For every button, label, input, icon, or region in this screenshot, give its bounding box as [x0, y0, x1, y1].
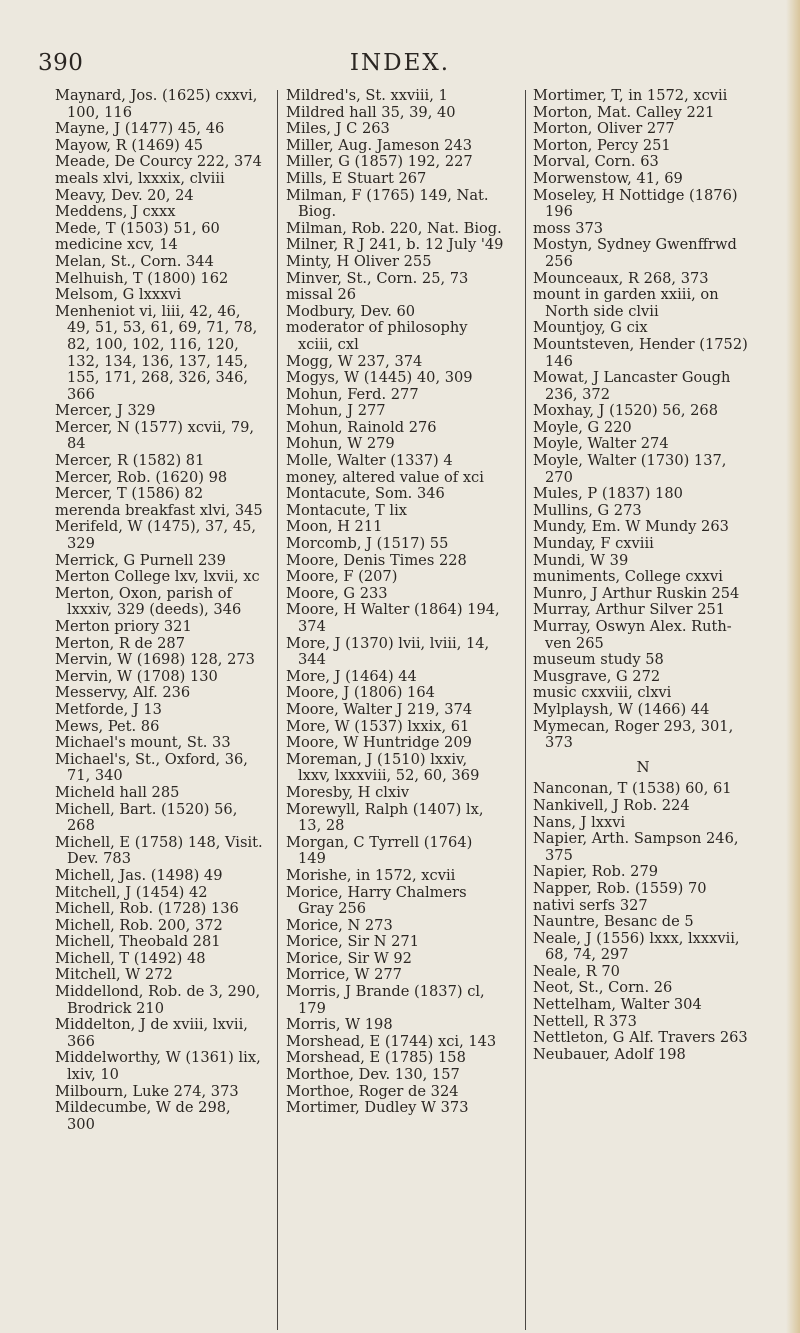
- index-entry: Mayne, J (1477) 45, 46: [55, 120, 225, 138]
- index-entry: Modbury, Dev. 60: [286, 302, 416, 320]
- index-entry: Mortimer, T, in 1572, xcvii: [533, 87, 728, 104]
- index-entry: Morcomb, J (1517) 55: [286, 535, 449, 553]
- index-entry: Morthoe, Roger de 324: [286, 1082, 459, 1100]
- index-entry: Morice, Sir N 271: [286, 933, 420, 951]
- index-entry: Mitchell, W 272: [55, 966, 173, 984]
- index-entry: Miles, J C 263: [286, 120, 390, 138]
- index-entry: Mervin, W (1708) 130: [55, 667, 218, 685]
- index-entry: Miller, G (1857) 192, 227: [286, 153, 473, 171]
- index-entry: Murray, Oswyn Alex. Ruth-ven 265: [533, 618, 732, 652]
- index-entry: More, W (1537) lxxix, 61: [286, 717, 470, 735]
- index-column-3: [533, 88, 753, 1063]
- index-entry: Munro, J Arthur Ruskin 254: [533, 584, 740, 602]
- index-entry: Moyle, Walter (1730) 137, 270: [533, 452, 727, 486]
- page-title: INDEX.: [349, 50, 451, 76]
- index-entry: Mostyn, Sydney Gwenffrwd 256: [533, 236, 737, 270]
- index-entry: medicine xcv, 14: [55, 236, 178, 254]
- index-entry: Morice, N 273: [286, 916, 393, 934]
- index-entry: More, J (1464) 44: [286, 667, 417, 685]
- index-entry: Milman, Rob. 220, Nat. Biog.: [286, 219, 502, 237]
- index-entry: museum study 58: [533, 651, 664, 669]
- index-entry: Mortimer, Dudley W 373: [286, 1099, 469, 1117]
- index-column-1: [55, 88, 263, 1133]
- index-entry: Napier, Rob. 279: [533, 863, 659, 881]
- index-entry: Napper, Rob. (1559) 70: [533, 879, 707, 897]
- index-entry: Mercer, R (1582) 81: [55, 452, 205, 470]
- index-entry: moss 373: [533, 219, 604, 237]
- index-entry: Melhuish, T (1800) 162: [55, 269, 229, 287]
- index-entry: Mills, E Stuart 267: [286, 169, 427, 187]
- index-entry: Mohun, Rainold 276: [286, 418, 437, 436]
- index-entry: Mohun, W 279: [286, 435, 395, 453]
- index-entry: music cxxviii, clxvi: [533, 684, 672, 702]
- index-entry: Merton College lxv, lxvii, xc: [55, 568, 260, 586]
- index-entry: Moresby, H clxiv: [286, 783, 410, 801]
- column-divider: [277, 90, 278, 1330]
- index-entry: Moore, G 233: [286, 584, 388, 602]
- index-entry: Moreman, J (1510) lxxiv, lxxv, lxxxviii, 52, 60, 369: [286, 750, 480, 785]
- index-entry: Morris, W 198: [286, 1016, 393, 1034]
- index-entry: Milbourn, Luke 274, 373: [55, 1082, 239, 1100]
- index-entry: Nettleton, G Alf. Travers 263: [533, 1029, 748, 1047]
- index-entry: Mervin, W (1698) 128, 273: [55, 651, 255, 669]
- index-entry: Micheld hall 285: [55, 783, 180, 801]
- index-entry: Mohun, J 277: [286, 402, 386, 420]
- index-entry: Morishe, in 1572, xcvii: [286, 866, 456, 884]
- index-entry: Merifeld, W (1475), 37, 45, 329: [55, 518, 257, 553]
- index-entry: Mullins, G 273: [533, 501, 642, 519]
- index-entry: mount in garden xxiii, on North side clvii: [533, 286, 719, 320]
- index-entry: Montacute, T lix: [286, 501, 407, 519]
- index-entry: Merrick, G Purnell 239: [55, 551, 226, 569]
- index-entry: Moore, J (1806) 164: [286, 684, 435, 702]
- index-entry: Napier, Arth. Sampson 246, 375: [533, 830, 739, 864]
- index-entry: Murray, Arthur Silver 251: [533, 601, 726, 619]
- index-entry: Mogg, W 237, 374: [286, 352, 423, 370]
- index-entry: Neale, R 70: [533, 962, 620, 980]
- index-entry: moderator of philosophy xciii, cxl: [286, 319, 468, 353]
- index-entry: Moxhay, J (1520) 56, 268: [533, 402, 719, 420]
- index-entry: Moyle, Walter 274: [533, 435, 669, 453]
- index-entry: Moore, W Huntridge 209: [286, 734, 472, 752]
- index-entry: Mews, Pet. 86: [55, 717, 160, 735]
- index-entry: nativi serfs 327: [533, 896, 648, 914]
- index-entry: Morton, Percy 251: [533, 136, 671, 154]
- index-entry: Moore, H Walter (1864) 194, 374: [286, 601, 500, 635]
- index-entry: Mildecumbe, W de 298, 300: [55, 1099, 231, 1133]
- index-entry: muniments, College cxxvi: [533, 568, 723, 586]
- index-entry: Neubauer, Adolf 198: [533, 1045, 686, 1063]
- index-entry: Nauntre, Besanc de 5: [533, 913, 694, 931]
- index-entry: Middelworthy, W (1361) lix, lxiv, 10: [55, 1049, 261, 1084]
- index-column-2: [286, 88, 504, 1117]
- index-entry: Moore, F (207): [286, 568, 398, 586]
- index-entry: Mildred's, St. xxviii, 1: [286, 87, 448, 104]
- index-entry: merenda breakfast xlvi, 345: [55, 501, 263, 519]
- index-entry: Michell, Jas. (1498) 49: [55, 866, 223, 884]
- index-entry: Neale, J (1556) lxxx, lxxxvii, 68, 74, 297: [533, 929, 740, 964]
- index-entry: Neot, St., Corn. 26: [533, 979, 673, 997]
- index-entry: Mymecan, Roger 293, 301, 373: [533, 717, 734, 752]
- index-entry: Mede, T (1503) 51, 60: [55, 219, 220, 237]
- index-entry: Mitchell, J (1454) 42: [55, 883, 208, 901]
- index-entry: Morshead, E (1785) 158: [286, 1049, 466, 1067]
- index-entry: Munday, F cxviii: [533, 535, 654, 553]
- index-entry: Nettelham, Walter 304: [533, 996, 702, 1014]
- index-entry: Montacute, Som. 346: [286, 485, 445, 503]
- index-entry: Mylplaysh, W (1466) 44: [533, 700, 710, 718]
- index-entry: Morice, Harry Chalmers Gray 256: [286, 883, 467, 918]
- index-entry: Moyle, G 220: [533, 418, 632, 436]
- index-entry: Mundi, W 39: [533, 551, 629, 569]
- index-entry: Michell, E (1758) 148, Visit. Dev. 783: [55, 833, 263, 868]
- index-entry: meals xlvi, lxxxix, clviii: [55, 169, 225, 187]
- page-number: 390: [38, 50, 84, 76]
- index-entry: Michell, Rob. 200, 372: [55, 916, 223, 934]
- index-entry: Musgrave, G 272: [533, 667, 661, 685]
- index-entry: money, altered value of xci: [286, 468, 484, 486]
- index-entry: Morshead, E (1744) xci, 143: [286, 1032, 497, 1050]
- index-entry: Mountjoy, G cix: [533, 319, 648, 337]
- index-entry: Nettell, R 373: [533, 1012, 637, 1030]
- index-entry: Mercer, J 329: [55, 402, 156, 420]
- index-entry: Melan, St., Corn. 344: [55, 252, 214, 270]
- index-entry: Mowat, J Lancaster Gough 236, 372: [533, 369, 731, 403]
- index-entry: Mercer, T (1586) 82: [55, 485, 204, 503]
- index-entry: Mildred hall 35, 39, 40: [286, 103, 456, 121]
- index-entry: Mounceaux, R 268, 373: [533, 269, 709, 287]
- index-entry: Minty, H Oliver 255: [286, 252, 432, 270]
- index-entry: Meade, De Courcy 222, 374: [55, 153, 262, 171]
- index-entry: Michell, Rob. (1728) 136: [55, 900, 239, 918]
- section-letter: N: [636, 757, 650, 776]
- index-entry: Meavy, Dev. 20, 24: [55, 186, 194, 204]
- index-entry: Morwenstow, 41, 69: [533, 169, 683, 187]
- index-entry: Moore, Denis Times 228: [286, 551, 467, 569]
- index-entry: Moon, H 211: [286, 518, 383, 536]
- index-entry: Morewyll, Ralph (1407) lx, 13, 28: [286, 800, 484, 835]
- index-entry: Morgan, C Tyrrell (1764) 149: [286, 833, 473, 868]
- index-entry: Mercer, Rob. (1620) 98: [55, 468, 228, 486]
- index-entry: Meddens, J cxxx: [55, 203, 176, 221]
- index-entry: Merton, Oxon, parish of lxxxiv, 329 (deeds), 346: [55, 584, 242, 619]
- index-entry: Moseley, H Nottidge (1876) 196: [533, 186, 738, 221]
- index-entry: Michael's mount, St. 33: [55, 734, 231, 752]
- index-entry: Morrice, W 277: [286, 966, 402, 984]
- index-entry: Morval, Corn. 63: [533, 153, 659, 171]
- index-entry: Merton priory 321: [55, 618, 192, 635]
- index-entry: Maynard, Jos. (1625) cxxvi, 100, 116: [55, 87, 258, 121]
- index-entry: Minver, St., Corn. 25, 73: [286, 269, 469, 287]
- index-entry: Miller, Aug. Jameson 243: [286, 136, 472, 154]
- index-entry: Morthoe, Dev. 130, 157: [286, 1066, 460, 1084]
- index-entry: Michell, Theobald 281: [55, 933, 221, 951]
- index-entry: Metforde, J 13: [55, 700, 162, 718]
- index-entry: Michell, T (1492) 48: [55, 949, 206, 967]
- page-edge-shading: [786, 0, 800, 1333]
- index-entry: Merton, R de 287: [55, 634, 185, 652]
- index-entry: Michell, Bart. (1520) 56, 268: [55, 800, 238, 835]
- index-entry: Melsom, G lxxxvi: [55, 286, 182, 304]
- index-entry: Menheniot vi, liii, 42, 46, 49, 51, 53, 61, 69, 71, 78, 82, 100, 102, 116, 120, 132, 134, 136, 137, 145, 155, 171, 268, 326, 346, 366: [55, 302, 258, 403]
- index-entry: Middelton, J de xviii, lxvii, 366: [55, 1016, 248, 1050]
- index-entry: Mountsteven, Hender (1752) 146: [533, 335, 748, 370]
- index-entry: missal 26: [286, 286, 357, 304]
- index-entry: Molle, Walter (1337) 4: [286, 452, 453, 470]
- index-entry: Nans, J lxxvi: [533, 813, 626, 831]
- index-entry: Middellond, Rob. de 3, 290, Brodrick 210: [55, 983, 261, 1017]
- index-entry: Mules, P (1837) 180: [533, 485, 683, 503]
- index-entry: More, J (1370) lvii, lviii, 14, 344: [286, 634, 490, 669]
- index-entry: Nankivell, J Rob. 224: [533, 796, 690, 814]
- index-entry: Morice, Sir W 92: [286, 949, 412, 967]
- column-divider: [525, 90, 526, 1330]
- index-entry: Mogys, W (1445) 40, 309: [286, 369, 473, 387]
- index-entry: Mercer, N (1577) xcvii, 79, 84: [55, 418, 255, 453]
- index-entry: Mayow, R (1469) 45: [55, 136, 204, 154]
- index-entry: Moore, Walter J 219, 374: [286, 700, 473, 718]
- index-entry: Morton, Mat. Calley 221: [533, 103, 715, 121]
- index-entry: Milman, F (1765) 149, Nat. Biog.: [286, 186, 489, 221]
- index-entry: Milner, R J 241, b. 12 July '49: [286, 236, 504, 254]
- index-entry: Mundy, Em. W Mundy 263: [533, 518, 729, 536]
- index-entry: Michael's, St., Oxford, 36, 71, 340: [55, 750, 248, 785]
- index-entry: Morris, J Brande (1837) cl, 179: [286, 983, 485, 1017]
- index-entry: Morton, Oliver 277: [533, 120, 675, 138]
- index-entry: Nanconan, T (1538) 60, 61: [533, 780, 732, 798]
- index-entry: Messervy, Alf. 236: [55, 684, 191, 702]
- index-entry: Mohun, Ferd. 277: [286, 385, 419, 403]
